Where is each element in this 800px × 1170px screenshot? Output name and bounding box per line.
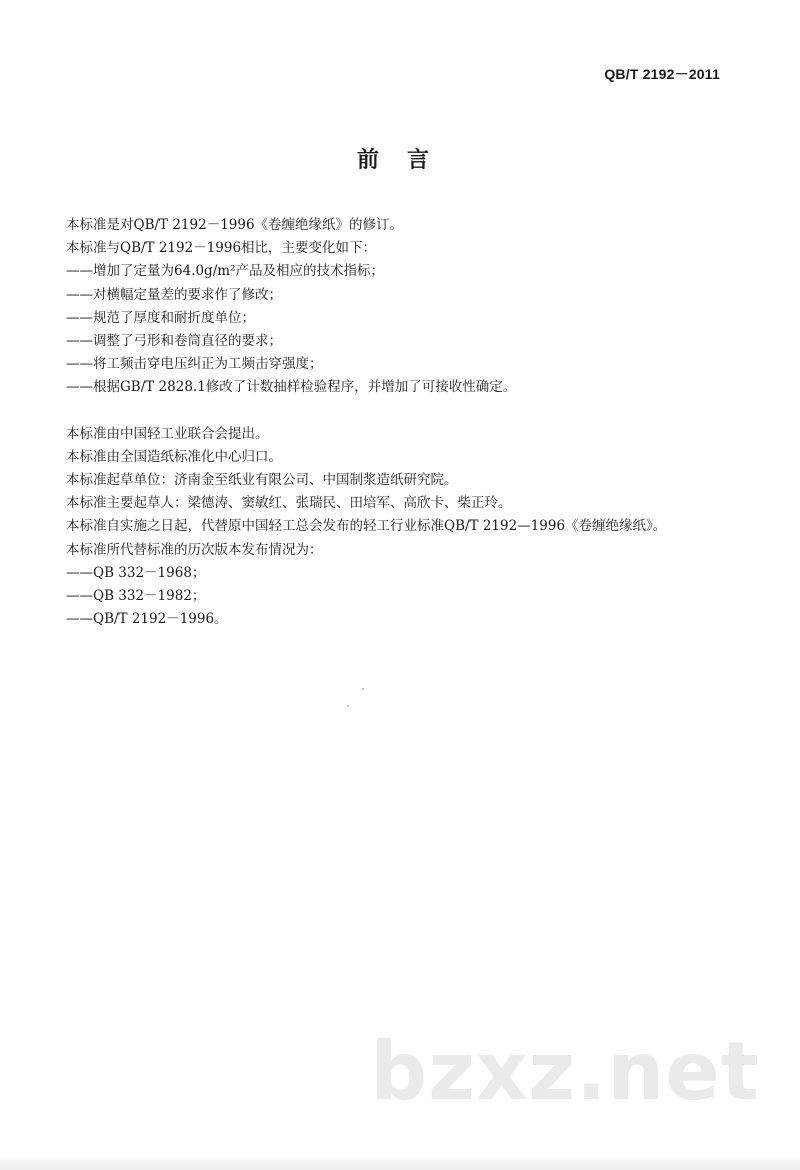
change-item: ——增加了定量为64.0g/m²产品及相应的技术指标； [66,263,384,280]
change-item: ——将工频击穿电压纠正为工频击穿强度； [66,356,323,373]
page-title: 前言 [356,147,457,173]
change-item: ——对横幅定量差的要求作了修改； [66,286,282,303]
paragraph-history-intro: 本标准所代替标准的历次版本发布情况为： [66,541,323,558]
paragraph-centralized: 本标准由全国造纸标准化中心归口。 [66,448,282,465]
standard-number: QB/T 2192－2011 [604,66,720,82]
paragraph-drafting-units: 本标准起草单位：济南金至纸业有限公司、中国制浆造纸研究院。 [66,472,458,489]
paragraph-changes-intro: 本标准与QB/T 2192－1996相比，主要变化如下： [66,240,377,257]
scan-speck [362,688,364,690]
change-item: ——规范了厚度和耐折度单位； [66,309,255,326]
history-item: ——QB 332－1982； [66,588,206,605]
paragraph-replacement: 本标准自实施之日起，代替原中国轻工总会发布的轻工行业标准QB/T 2192—1996《卷缠绝缘纸》。 [66,518,667,535]
scan-speck [347,705,349,707]
watermark: bzxz.net [370,1025,760,1118]
preface-body [66,214,746,631]
paragraph-proposer: 本标准由中国轻工业联合会提出。 [66,425,269,442]
paragraph-drafters: 本标准主要起草人：梁德涛、窦敏红、张瑞民、田培军、高欣卡、柴正玲。 [66,495,512,512]
history-item: ——QB 332－1968； [66,564,206,581]
paragraph-revision: 本标准是对QB/T 2192－1996《卷缠绝缘纸》的修订。 [66,217,404,233]
page-bottom-edge [0,1154,800,1170]
change-item: ——调整了弓形和卷筒直径的要求； [66,333,282,350]
paragraph-gap [66,400,746,423]
change-item: ——根据GB/T 2828.1修改了计数抽样检验程序，并增加了可接收性确定。 [66,379,517,396]
history-item: ——QB/T 2192－1996。 [66,611,228,628]
